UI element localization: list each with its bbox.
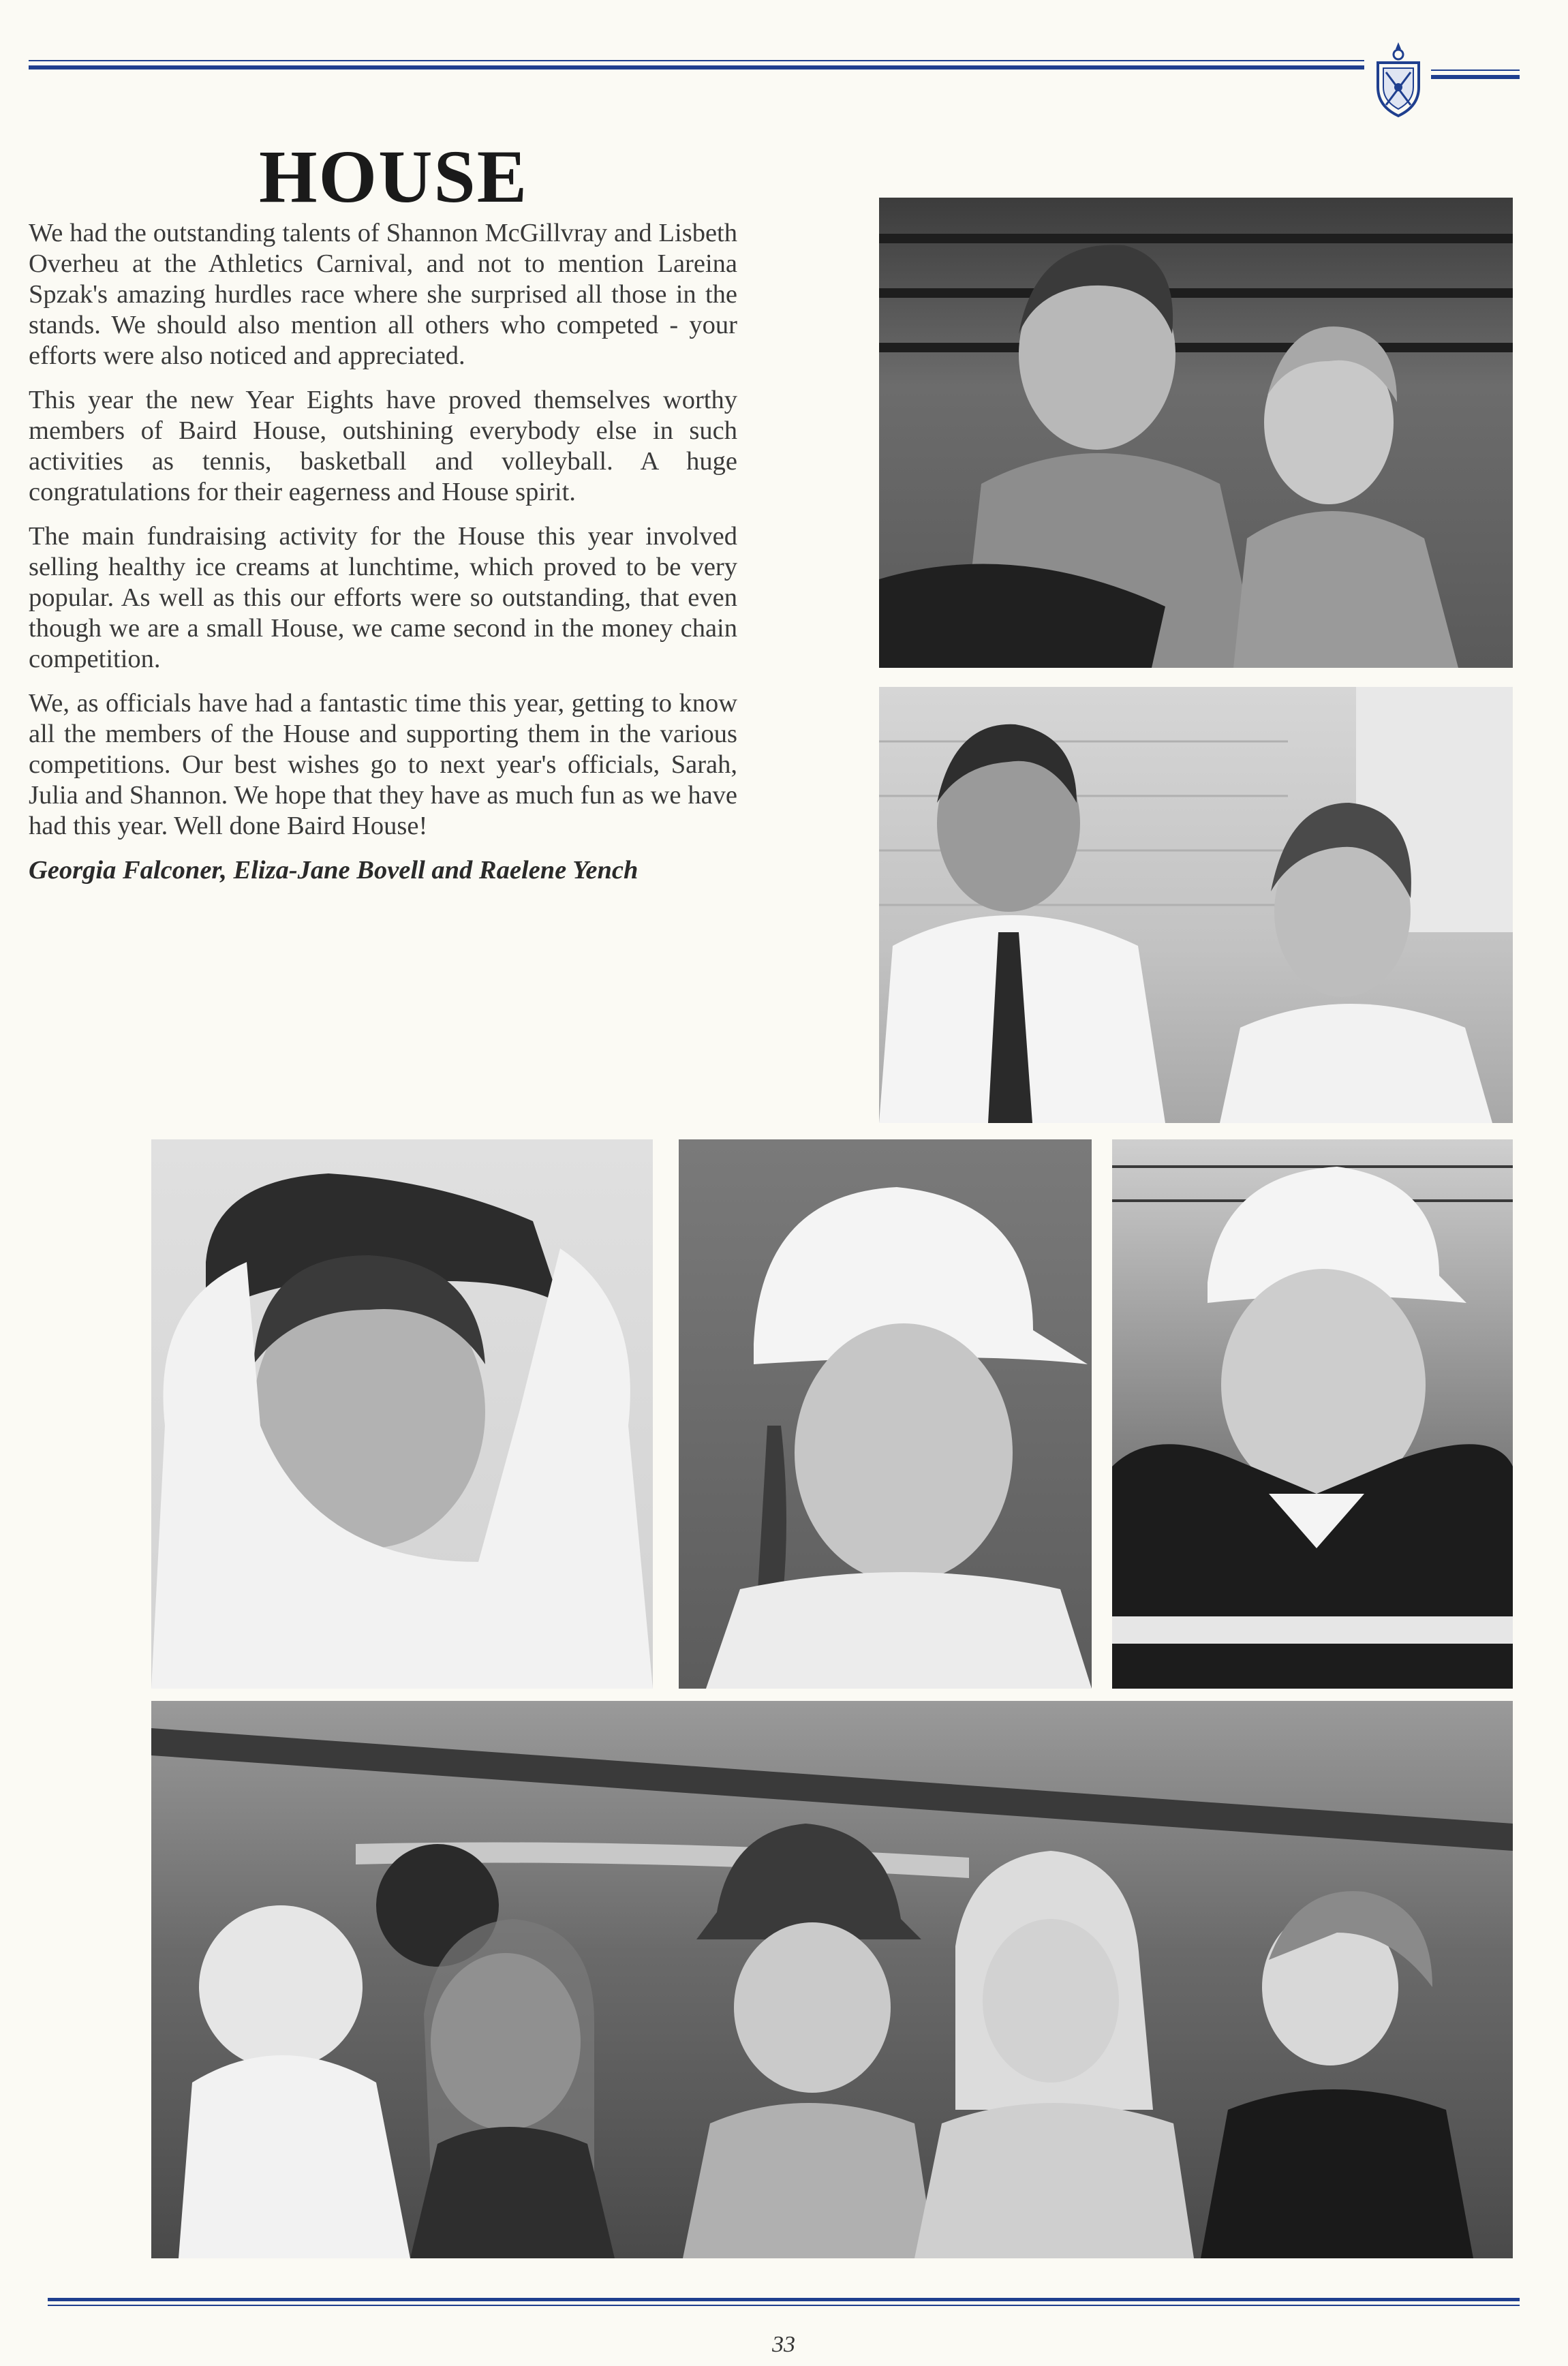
top-rule-right-thin xyxy=(1431,70,1520,71)
bottom-rule-thick xyxy=(48,2298,1520,2301)
photo-girl-cap-rowing-shirt xyxy=(1112,1139,1513,1689)
photo-group-dressed-up xyxy=(151,1701,1513,2258)
page-title: HOUSE xyxy=(259,135,529,218)
top-rule-thick xyxy=(29,65,1364,70)
paragraph-year-eights: This year the new Year Eights have proved themselves worthy members of Baird House, outshining everybody else in such activities as tennis, basketball and volleyball. A huge congratulations for their eagerness and House spirit. xyxy=(29,386,737,506)
top-rule-right-thick xyxy=(1431,75,1520,79)
photo-girl-white-cap-braid xyxy=(679,1139,1092,1689)
bottom-rule-thin xyxy=(48,2305,1520,2306)
page-number: 33 xyxy=(772,2332,795,2357)
signature: Georgia Falconer, Eliza-Jane Bovell and Raelene Yench xyxy=(29,856,639,885)
paragraph-fundraising: The main fundraising activity for the House this year involved selling healthy ice creams at lunchtime, which proved to be very popular. As well as this our efforts were so outstanding, that even though we are a small House, we came second in the money chain competition. xyxy=(29,522,737,673)
article-body xyxy=(29,218,737,900)
photo-two-girls-stands xyxy=(879,198,1513,668)
photo-two-girls-uniform xyxy=(879,687,1513,1123)
paragraph-officials: We, as officials have had a fantastic time this year, getting to know all the members of the House and supporting them in the various competitions. Our best wishes go to next year's officials, Sarah, Julia and Shannon. We hope that they have as much fun as we have had this year. Well done Baird House! xyxy=(29,689,737,840)
paragraph-athletics: We had the outstanding talents of Shannon McGillvray and Lisbeth Overheu at the Athletics Carnival, and not to mention Lareina Spzak's amazing hurdles race where she surprised all those in the stands. We should also mention all others who competed - your efforts were also noticed and appreciated. xyxy=(29,219,737,370)
top-rule-thin xyxy=(29,60,1364,61)
school-crest-icon xyxy=(1371,40,1426,119)
photo-girl-hands-on-head xyxy=(151,1139,653,1689)
